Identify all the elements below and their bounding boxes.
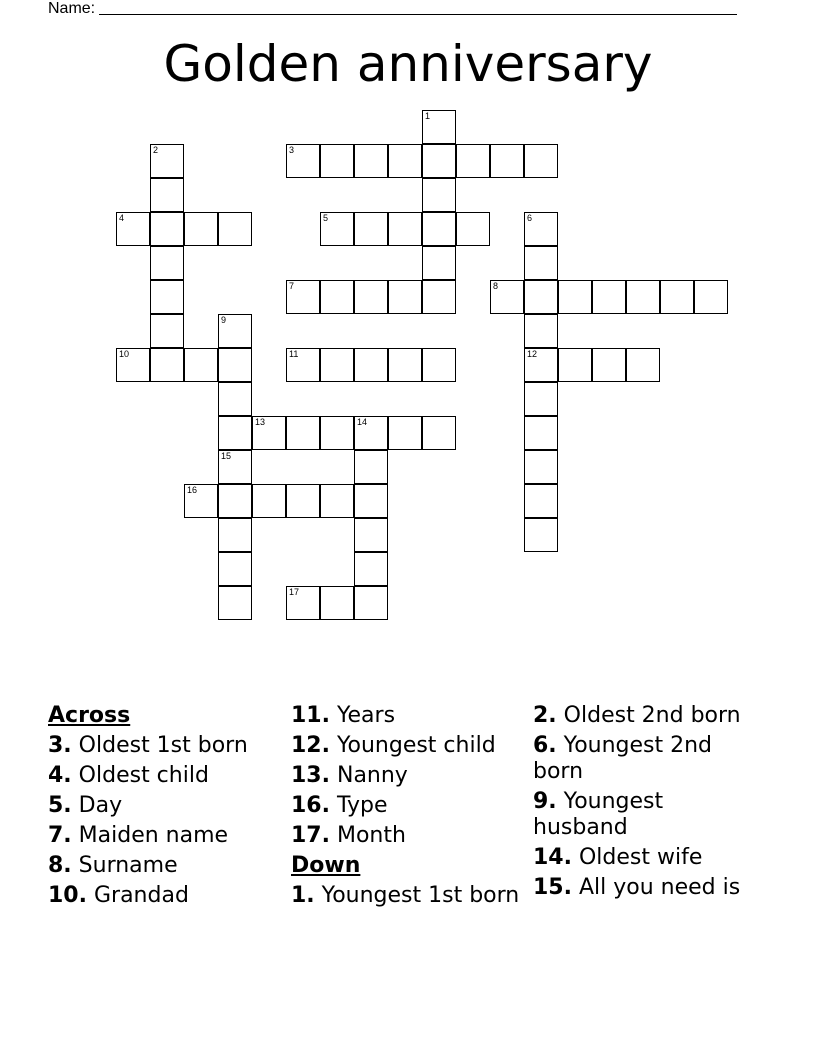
clue-down-15: 15. All you need is (533, 875, 741, 900)
clue-number: 2 (153, 145, 159, 155)
grid-cell[interactable] (490, 280, 524, 314)
clue-number: 4 (119, 213, 125, 223)
clue-number: 9 (221, 315, 227, 325)
clue-number: 10 (119, 349, 130, 359)
clue-number: 1 (425, 111, 431, 121)
grid-cell[interactable] (524, 212, 558, 246)
grid-cell[interactable] (320, 348, 354, 382)
grid-cell[interactable] (354, 586, 388, 620)
clue-number: 6 (527, 213, 533, 223)
grid-cell[interactable] (354, 348, 388, 382)
clue-across-11: 11. Years (291, 703, 396, 728)
grid-cell[interactable] (320, 212, 354, 246)
grid-cell[interactable] (286, 144, 320, 178)
grid-cell[interactable] (218, 450, 252, 484)
grid-cell[interactable] (286, 586, 320, 620)
grid-cell[interactable] (218, 552, 252, 586)
clue-number: 11 (289, 349, 299, 359)
grid-cell[interactable] (116, 212, 150, 246)
clue-across-12: 12. Youngest child (291, 733, 496, 758)
clue-down-14: 14. Oldest wife (533, 845, 703, 870)
grid-cell[interactable] (626, 348, 660, 382)
grid-cell[interactable] (150, 314, 184, 348)
grid-cell[interactable] (524, 246, 558, 280)
grid-cell[interactable] (524, 280, 558, 314)
grid-cell[interactable] (388, 144, 422, 178)
clue-number: 7 (289, 281, 295, 291)
grid-cell[interactable] (252, 484, 286, 518)
grid-cell[interactable] (286, 348, 320, 382)
grid-cell[interactable] (388, 416, 422, 450)
grid-cell[interactable] (150, 178, 184, 212)
grid-cell[interactable] (354, 144, 388, 178)
grid-cell[interactable] (354, 450, 388, 484)
grid-cell[interactable] (218, 518, 252, 552)
grid-cell[interactable] (150, 348, 184, 382)
grid-cell[interactable] (354, 484, 388, 518)
grid-cell[interactable] (422, 416, 456, 450)
grid-cell[interactable] (218, 484, 252, 518)
clue-number: 8 (493, 281, 499, 291)
grid-cell[interactable] (626, 280, 660, 314)
grid-cell[interactable] (524, 484, 558, 518)
clue-across-16: 16. Type (291, 793, 388, 818)
grid-cell[interactable] (320, 144, 354, 178)
grid-cell[interactable] (524, 416, 558, 450)
grid-cell[interactable] (184, 348, 218, 382)
clue-across-8: 8. Surname (48, 853, 178, 878)
grid-cell[interactable] (422, 110, 456, 144)
grid-cell[interactable] (354, 212, 388, 246)
grid-cell[interactable] (354, 552, 388, 586)
grid-cell[interactable] (422, 178, 456, 212)
grid-cell[interactable] (286, 416, 320, 450)
grid-cell[interactable] (184, 212, 218, 246)
clue-across-13: 13. Nanny (291, 763, 408, 788)
grid-cell[interactable] (422, 246, 456, 280)
clues-column-2 (291, 703, 523, 913)
grid-cell[interactable] (422, 280, 456, 314)
grid-cell[interactable] (150, 144, 184, 178)
grid-cell[interactable] (524, 450, 558, 484)
grid-cell[interactable] (252, 416, 286, 450)
grid-cell[interactable] (422, 212, 456, 246)
grid-cell[interactable] (218, 314, 252, 348)
clue-down-2: 2. Oldest 2nd born (533, 703, 741, 728)
grid-cell[interactable] (388, 280, 422, 314)
grid-cell[interactable] (524, 382, 558, 416)
clue-across-17: 17. Month (291, 823, 406, 848)
clue-number: 5 (323, 213, 329, 223)
clue-number: 17 (289, 587, 300, 597)
grid-cell[interactable] (592, 348, 626, 382)
grid-cell[interactable] (354, 416, 388, 450)
down-heading: Down (291, 853, 361, 878)
grid-cell[interactable] (150, 246, 184, 280)
grid-cell[interactable] (490, 144, 524, 178)
name-label: Name: (48, 0, 96, 17)
grid-cell[interactable] (184, 484, 218, 518)
grid-cell[interactable] (354, 280, 388, 314)
clue-down-6: 6. Youngest 2nd born (533, 733, 713, 784)
grid-cell[interactable] (320, 586, 354, 620)
clue-across-5: 5. Day (48, 793, 123, 818)
puzzle-title: Golden anniversary (163, 35, 653, 93)
grid-cell[interactable] (320, 280, 354, 314)
clue-across-10: 10. Grandad (48, 883, 189, 908)
grid-cell[interactable] (218, 348, 252, 382)
grid-cell[interactable] (422, 348, 456, 382)
grid-cell[interactable] (456, 144, 490, 178)
clue-number: 14 (357, 417, 368, 427)
clue-across-3: 3. Oldest 1st born (48, 733, 248, 758)
grid-cell[interactable] (558, 348, 592, 382)
clues-column-3 (533, 703, 743, 905)
clue-number: 13 (255, 417, 266, 427)
grid-cell[interactable] (524, 314, 558, 348)
across-heading: Across (48, 703, 131, 728)
grid-cell[interactable] (218, 212, 252, 246)
clue-down-9: 9. Youngest husband (533, 789, 664, 840)
grid-cell[interactable] (456, 212, 490, 246)
grid-cell[interactable] (524, 348, 558, 382)
clue-number: 3 (289, 145, 295, 155)
grid-cell[interactable] (388, 212, 422, 246)
grid-cell[interactable] (660, 280, 694, 314)
grid-cell[interactable] (218, 416, 252, 450)
grid-cell[interactable] (218, 382, 252, 416)
grid-cell[interactable] (218, 586, 252, 620)
clue-across-4: 4. Oldest child (48, 763, 209, 788)
grid-cell[interactable] (320, 416, 354, 450)
grid-cell[interactable] (694, 280, 728, 314)
grid-cell[interactable] (388, 348, 422, 382)
clue-down-1: 1. Youngest 1st born (291, 883, 520, 908)
grid-cell[interactable] (116, 348, 150, 382)
grid-cell[interactable] (592, 280, 626, 314)
grid-cell[interactable] (524, 518, 558, 552)
grid-cell[interactable] (558, 280, 592, 314)
grid-cell[interactable] (150, 280, 184, 314)
grid-cell[interactable] (320, 484, 354, 518)
grid-cell[interactable] (150, 212, 184, 246)
clues-column-1 (48, 703, 280, 913)
clue-across-7: 7. Maiden name (48, 823, 229, 848)
grid-cell[interactable] (524, 144, 558, 178)
grid-cell[interactable] (286, 280, 320, 314)
clue-number: 16 (187, 485, 198, 495)
clue-number: 12 (527, 349, 538, 359)
clue-number: 15 (221, 451, 232, 461)
grid-cell[interactable] (286, 484, 320, 518)
grid-cell[interactable] (422, 144, 456, 178)
grid-cell[interactable] (354, 518, 388, 552)
